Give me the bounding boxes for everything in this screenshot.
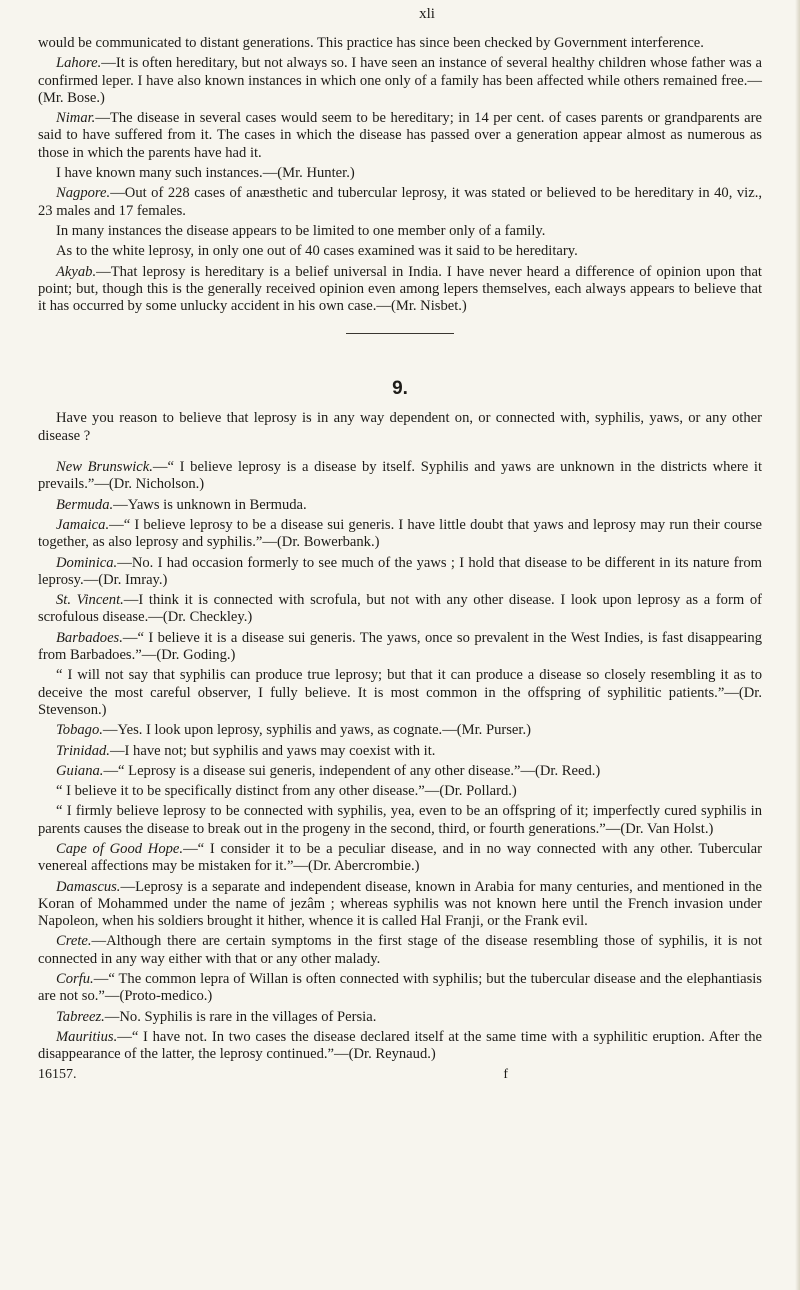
place-name: Nagpore. — [56, 185, 111, 202]
answer-paragraph — [38, 630, 762, 665]
page-number: xli — [419, 6, 435, 22]
page-footer — [38, 1067, 508, 1083]
previous-answer-paragraph — [38, 35, 762, 52]
place-name: Barbadoes. — [56, 629, 123, 646]
previous-answer-paragraph — [38, 165, 762, 182]
previous-answer-paragraph — [38, 185, 762, 220]
answer-paragraph — [38, 592, 762, 627]
place-name: Damascus. — [56, 878, 121, 895]
paragraph-text: I have known many such instances.—(Mr. Hunter.) — [56, 165, 355, 182]
answer-paragraph — [38, 667, 762, 719]
place-name: Tabreez. — [56, 1008, 105, 1025]
answer-paragraph — [38, 933, 762, 968]
paragraph-text: —I have not; but syphilis and yaws may coexist with it. — [109, 742, 436, 759]
place-name: St. Vincent. — [56, 592, 124, 609]
previous-answer-paragraph — [38, 264, 762, 316]
answer-paragraph — [38, 1009, 762, 1026]
footer-signature-letter: f — [503, 1066, 508, 1082]
paragraph-text: “ I believe it to be specifically distinct from any other disease.”—(Dr. Pollard.) — [56, 783, 517, 800]
paragraph-text: —That leprosy is hereditary is a belief universal in India. I have never heard a difference of opinion upon that point; but, though this is the generally received opinion even among lepers themselves, each always appears to believe that it has occurred by some unlucky accident in his own case.—(Mr. Nisbet.) — [38, 263, 762, 315]
section-divider — [346, 333, 454, 334]
paragraph-text: —No. I had occasion formerly to see much of the yaws ; I hold that disease to be different in its nature from leprosy.—(Dr. Imray.) — [38, 554, 762, 588]
place-name: Lahore. — [56, 55, 102, 72]
paragraph-text: —“ I consider it to be a peculiar disease, and in no way connected with any other. Tubercular venereal affections may be mistaken for it.”—(Dr. Abercrombie.) — [38, 840, 763, 875]
place-name: Dominica. — [56, 554, 118, 571]
previous-answer-paragraph — [38, 110, 762, 162]
paragraph-text: —Although there are certain symptoms in the first stage of the disease resembling those of syphilis, it is not connected in any way either with that or any other malady. — [38, 933, 762, 967]
answer-paragraph — [38, 763, 762, 780]
place-name: Bermuda. — [56, 496, 114, 513]
paragraph-text: As to the white leprosy, in only one out of 40 cases examined was it said to be hereditary. — [56, 243, 578, 260]
answer-paragraph — [38, 459, 762, 494]
place-name: Cape of Good Hope. — [56, 840, 184, 857]
paragraph-text: would be communicated to distant generations. This practice has since been checked by Government interference. — [38, 35, 704, 51]
place-name: Tobago. — [56, 722, 103, 739]
place-name: Guiana. — [56, 762, 104, 779]
answer-paragraph — [38, 971, 762, 1006]
paragraph-text: —I think it is connected with scrofula, but not with any other disease. I look upon leprosy as a form of scrofulous disease.—(Dr. Checkley.) — [38, 592, 762, 626]
document-page — [38, 0, 762, 1290]
paragraph-text: —It is often hereditary, but not always so. I have seen an instance of several healthy children whose father was a confirmed leper. I have also known instances in which one only of a family has been affected while others remained free.—(Mr. Bose.) — [38, 55, 762, 106]
paragraph-text: —“ I believe it is a disease sui generis. The yaws, once so prevalent in the West Indies, is fast disappearing from Barbadoes.”—(Dr. Goding.) — [38, 629, 762, 664]
place-name: Jamaica. — [56, 516, 110, 533]
place-name: Corfu. — [56, 971, 94, 988]
answers-section — [38, 459, 762, 1064]
answer-paragraph — [38, 783, 762, 800]
place-name: Akyab. — [56, 263, 97, 280]
paragraph-text: In many instances the disease appears to be limited to one member only of a family. — [56, 222, 546, 239]
place-name: Trinidad. — [56, 742, 110, 759]
place-name: Mauritius. — [56, 1028, 118, 1045]
answer-paragraph — [38, 1029, 762, 1064]
previous-answer-paragraph — [38, 223, 762, 240]
paragraph-text: —“ The common lepra of Willan is often connected with syphilis; but the tubercular disease and the elephantiasis are not so.”—(Proto-medico.) — [38, 971, 762, 1005]
paragraph-text: —Yes. I look upon leprosy, syphilis and yaws, as cognate.—(Mr. Purser.) — [102, 722, 531, 739]
paragraph-text: —“ I have not. In two cases the disease declared itself at the same time with a syphilitic eruption. After the disappearance of the latter, the leprosy continued.”—(Dr. Reynaud.) — [38, 1028, 762, 1063]
answer-paragraph — [38, 517, 762, 552]
paragraph-text: “ I will not say that syphilis can produce true leprosy; but that it can produce a disease so closely resembling it as to deceive the most careful observer, I fully believe. It is most common in the offspring of syphilitic patients.”—(Dr. Stevenson.) — [38, 667, 762, 718]
footer-signature-number: 16157. — [38, 1066, 77, 1082]
paragraph-text: —“ I believe leprosy to be a disease sui generis. I have little doubt that yaws and leprosy may run their course together, as also leprosy and syphilis.”—(Dr. Bowerbank.) — [38, 516, 762, 551]
answer-paragraph — [38, 743, 762, 760]
paragraph-text: —Leprosy is a separate and independent disease, known in Arabia for many centuries, and mentioned in the Koran of Mohammed under the name of jezâm ; whereas syphilis was not known here until the French invasion under Napoleon, when his soldiers brought it hither, whence it is called Hal Franji, or the Frank evil. — [38, 878, 762, 930]
place-name: Nimar. — [56, 110, 96, 127]
answer-paragraph — [38, 879, 762, 931]
previous-answers-section — [38, 35, 762, 315]
paragraph-text: —No. Syphilis is rare in the villages of Persia. — [104, 1008, 377, 1025]
question-text: Have you reason to believe that leprosy is in any way dependent on, or connected with, syphilis, yaws, or any other disease ? — [38, 410, 762, 444]
answer-paragraph — [38, 841, 762, 876]
paragraph-text: —The disease in several cases would seem to be hereditary; in 14 per cent. of cases parents or grandparents are said to have suffered from it. The cases in which the disease has passed over a generation appear almost as numerous as those in which the parents have had it. — [38, 110, 762, 161]
previous-answer-paragraph — [38, 55, 762, 107]
place-name: Crete. — [56, 933, 92, 950]
answer-paragraph — [38, 803, 762, 838]
question-number: 9. — [392, 378, 408, 400]
paragraph-text: —“ I believe leprosy is a disease by itself. Syphilis and yaws are unknown in the districts where it prevails.”—(Dr. Nicholson.) — [38, 459, 762, 493]
answer-paragraph — [38, 722, 762, 739]
paragraph-text: —“ Leprosy is a disease sui generis, independent of any other disease.”—(Dr. Reed.) — [103, 762, 601, 779]
answer-paragraph — [38, 497, 762, 514]
place-name: New Brunswick. — [56, 459, 153, 476]
previous-answer-paragraph — [38, 243, 762, 260]
page-edge-shadow — [795, 0, 800, 1290]
paragraph-text: —Yaws is unknown in Bermuda. — [113, 496, 307, 513]
answer-paragraph — [38, 555, 762, 590]
paragraph-text: —Out of 228 cases of anæsthetic and tubercular leprosy, it was stated or believed to be hereditary in 40, viz., 23 males and 17 females. — [38, 185, 762, 219]
paragraph-text: “ I firmly believe leprosy to be connected with syphilis, yea, even to be an offspring of it; imperfectly cured syphilis in parents causes the disease to break out in the progeny in the second, third, or fourth generations.”—(Dr. Van Holst.) — [38, 803, 762, 837]
